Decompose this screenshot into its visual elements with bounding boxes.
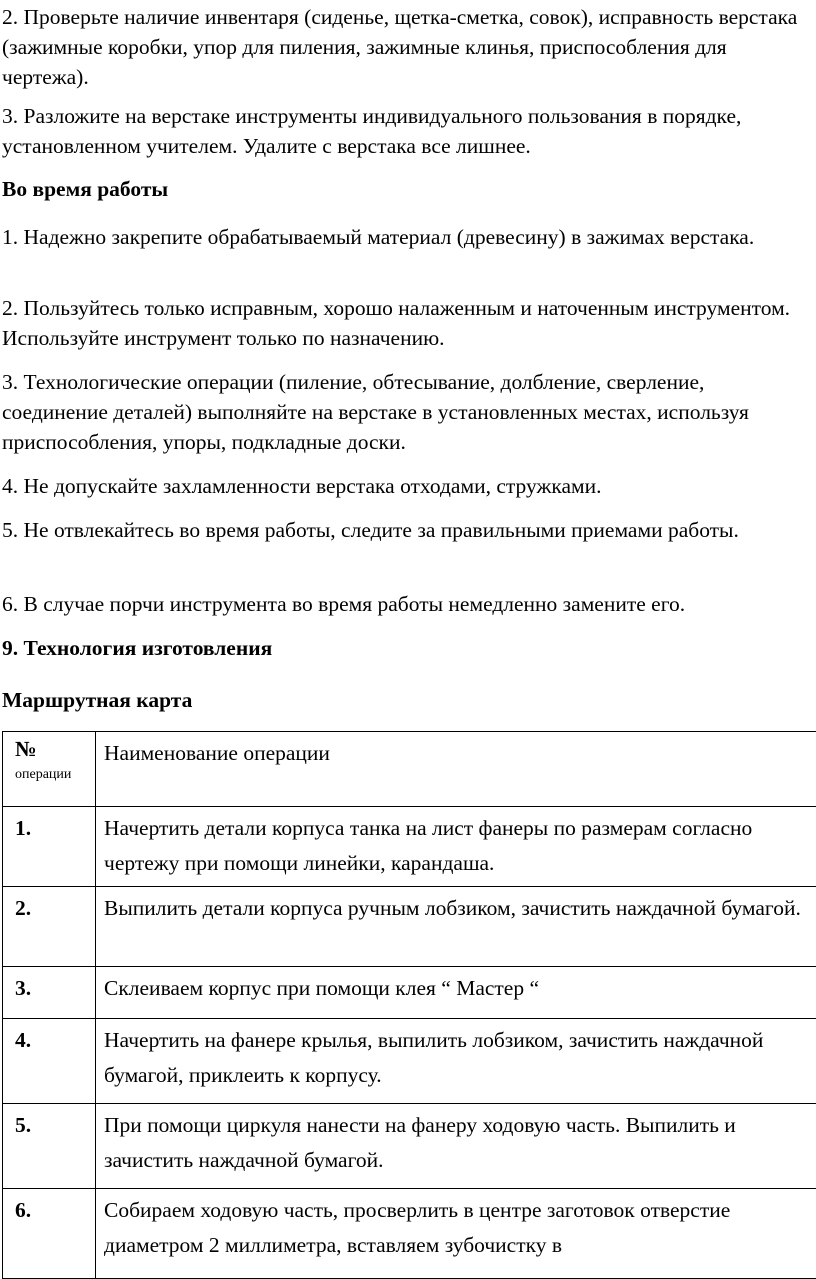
table-header-row	[3, 732, 816, 807]
table-row	[3, 1019, 816, 1104]
row-text: Выпилить детали корпуса ручным лобзиком, зачистить наждачной бумагой.	[96, 887, 816, 967]
row-num: 1.	[3, 807, 96, 887]
table-row	[3, 967, 816, 1019]
row-num: 3.	[3, 967, 96, 1019]
section-heading: Маршрутная карта	[2, 685, 814, 715]
during-work-item-5	[2, 515, 814, 545]
row-text: Начертить детали корпуса танка на лист фанеры по размерам согласно чертежу при помощи линейки, карандаша.	[96, 807, 816, 887]
prep-item-3	[2, 101, 814, 161]
row-num: 4.	[3, 1019, 96, 1104]
header-name-label: Наименование операции	[104, 741, 330, 765]
paragraph: 1. Надежно закрепите обрабатываемый материал (древесину) в зажимах верстака.	[2, 222, 814, 252]
row-text: Собираем ходовую часть, просверлить в центре заготовок отверстие диаметром 2 миллиметра, вставляем зубочистку в	[96, 1189, 816, 1279]
header-num-label: №	[15, 737, 37, 761]
table-row	[3, 1104, 816, 1189]
row-num: 6.	[3, 1189, 96, 1279]
route-card-table	[2, 731, 816, 1279]
during-work-item-3	[2, 367, 814, 457]
paragraph: 3. Разложите на верстаке инструменты индивидуального пользования в порядке, установленном учителем. Удалите с верстака все лишнее.	[2, 101, 814, 161]
paragraph: 3. Технологические операции (пиление, обтесывание, долбление, сверление, соединение деталей) выполняйте на верстаке в установленных местах, используя приспособления, упоры, подкладные доски.	[2, 367, 814, 457]
header-name-cell	[96, 732, 816, 807]
row-text: При помощи циркуля нанести на фанеру ходовую часть. Выпилить и зачистить наждачной бумагой.	[96, 1104, 816, 1189]
row-text: Склеиваем корпус при помощи клея “ Мастер “	[96, 967, 816, 1019]
header-num-cell	[3, 732, 96, 807]
paragraph: 6. В случае порчи инструмента во время работы немедленно замените его.	[2, 589, 814, 619]
table-row	[3, 807, 816, 887]
section-9-heading	[2, 633, 814, 663]
section-heading: 9. Технология изготовления	[2, 633, 814, 663]
row-text: Начертить на фанере крылья, выпилить лобзиком, зачистить наждачной бумагой, приклеить к корпусу.	[96, 1019, 816, 1104]
during-work-item-6	[2, 589, 814, 619]
route-card-heading	[2, 685, 814, 715]
header-num-sublabel: операции	[15, 762, 87, 788]
row-num: 5.	[3, 1104, 96, 1189]
section-heading: Во время работы	[2, 174, 814, 204]
prep-item-2	[2, 2, 814, 92]
table-row	[3, 1189, 816, 1279]
paragraph: 2. Пользуйтесь только исправным, хорошо налаженным и наточенным инструментом. Используйте инструмент только по назначению.	[2, 293, 814, 353]
during-work-item-1	[2, 222, 814, 252]
paragraph: 5. Не отвлекайтесь во время работы, следите за правильными приемами работы.	[2, 515, 814, 545]
row-num: 2.	[3, 887, 96, 967]
paragraph: 4. Не допускайте захламленности верстака отходами, стружками.	[2, 471, 814, 501]
paragraph: 2. Проверьте наличие инвентаря (сиденье, щетка-сметка, совок), исправность верстака (зажимные коробки, упор для пиления, зажимные клинья, приспособления для чертежа).	[2, 2, 814, 92]
table-row	[3, 887, 816, 967]
during-work-heading	[2, 174, 814, 204]
during-work-item-2	[2, 293, 814, 353]
during-work-item-4	[2, 471, 814, 501]
